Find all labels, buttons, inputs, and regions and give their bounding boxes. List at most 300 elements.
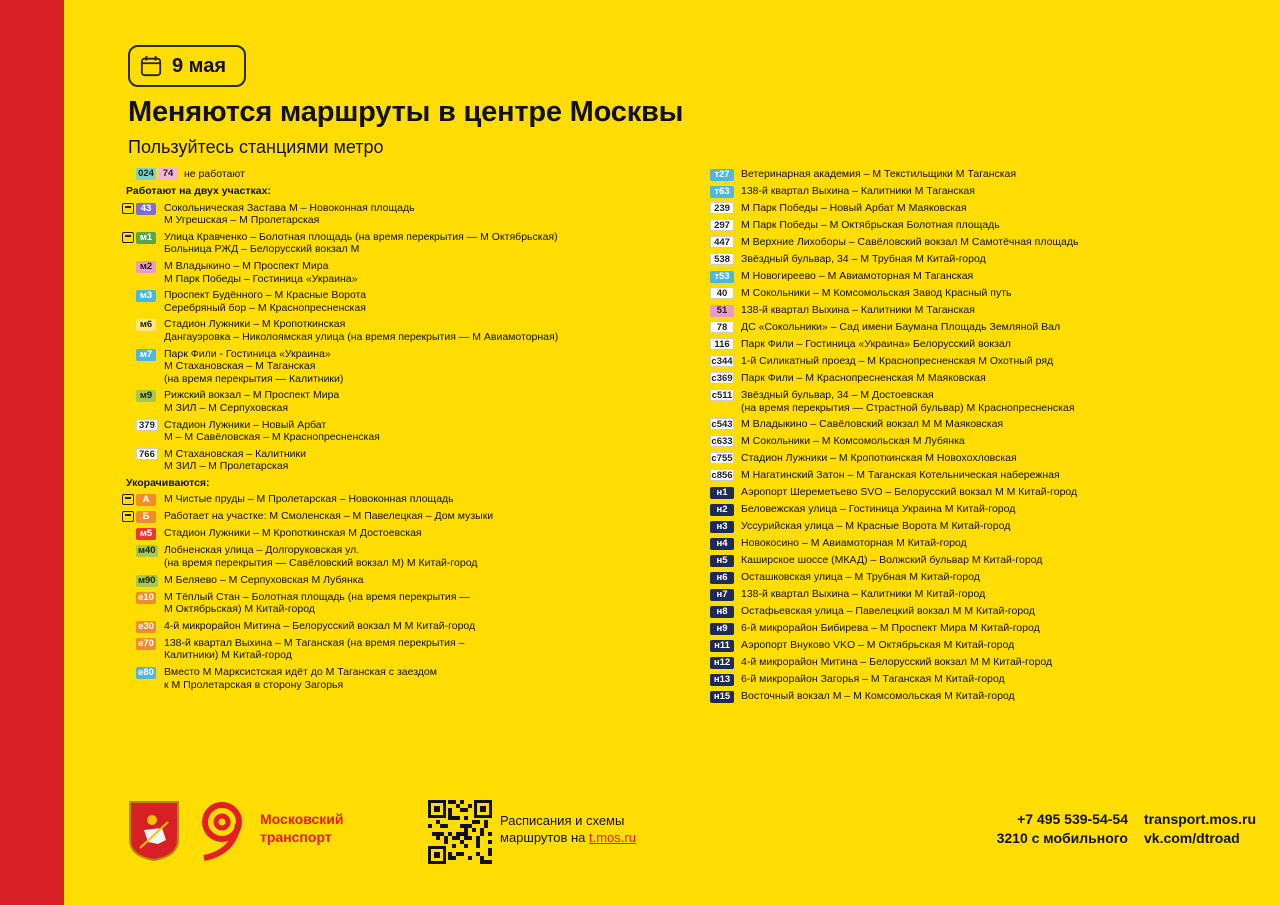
route-badge[interactable]: м5 (136, 528, 156, 540)
route-row[interactable] (709, 304, 1269, 317)
badge-cell (709, 673, 735, 686)
route-row[interactable] (116, 231, 686, 256)
route-badge[interactable]: м40 (138, 545, 156, 557)
route-badge[interactable]: н6 (710, 572, 734, 584)
brand-line-1: Московский (260, 811, 344, 827)
route-row[interactable] (116, 348, 686, 386)
not-working-row (116, 168, 686, 181)
badge-cell (709, 287, 735, 300)
badge-cell (709, 236, 735, 249)
route-row[interactable] (116, 289, 686, 314)
row-text (735, 622, 1269, 635)
route-row[interactable] (709, 202, 1269, 215)
route-badge[interactable]: 297 (710, 219, 734, 231)
route-badge[interactable]: н2 (710, 504, 734, 516)
route-row[interactable] (116, 493, 686, 506)
left-column (116, 168, 686, 695)
row-text (735, 202, 1269, 215)
row-line: Каширское шоссе (МКАД) – Волжский бульвар М Китай-город (741, 554, 1043, 567)
schedule-link[interactable]: t.mos.ru (589, 830, 636, 845)
route-badge[interactable]: 74 (158, 168, 178, 180)
route-badge[interactable]: 379 (136, 419, 158, 431)
route-badge[interactable]: с856 (711, 470, 733, 482)
row-text (158, 419, 686, 444)
row-icons (116, 231, 136, 243)
badge-cell (709, 469, 735, 482)
badge-cell (709, 537, 735, 550)
row-line: 6-й микрорайон Бибирева – М Проспект Мира М Китай-город (741, 622, 1040, 635)
row-line: Аэропорт Шереметьево SVO – Белорусский вокзал М М Китай-город (741, 486, 1078, 499)
row-line: Аэропорт Внуково VKO – М Октябрьская М Китай-город (741, 639, 1015, 652)
row-line: Стадион Лужники – М Кропоткинская М Новохохловская (741, 452, 1017, 465)
row-line: Восточный вокзал М – М Комсомольская М Китай-город (741, 690, 1015, 703)
row-text (158, 574, 686, 587)
row-line: Стадион Лужники – М Кропоткинская М Достоевская (164, 527, 422, 540)
row-icons (116, 202, 136, 214)
vk-link[interactable]: vk.com/dtroad (1144, 830, 1240, 846)
badge-cell (709, 270, 735, 283)
row-line: М Парк Победы – Гостиница «Украина» (164, 272, 358, 285)
route-row[interactable] (116, 666, 686, 691)
badge-cell (709, 185, 735, 198)
row-text (735, 304, 1269, 317)
badge-cell (136, 231, 158, 244)
route-row[interactable] (709, 452, 1269, 465)
mobile-number: 3210 с мобильного (996, 830, 1128, 846)
route-badge[interactable]: 40 (710, 287, 734, 299)
row-text (158, 348, 686, 386)
row-line: 138-й квартал Выхина – Калитники М Таганская (741, 185, 975, 197)
badge-cell (709, 418, 735, 431)
phone-info (958, 810, 1128, 848)
row-text (735, 338, 1269, 351)
route-badge[interactable]: м1 (136, 232, 156, 244)
row-line: Осташковская улица – М Трубная М Китай-город (741, 571, 980, 584)
row-text (158, 231, 686, 256)
page (64, 0, 1280, 905)
route-row[interactable] (709, 469, 1269, 482)
route-row[interactable] (116, 620, 686, 633)
route-badge[interactable]: Б (136, 511, 156, 523)
row-text (735, 673, 1269, 686)
calendar-icon (140, 55, 162, 77)
badge-cell (136, 289, 158, 302)
row-line: М ЗИЛ – М Пролетарская (164, 460, 289, 473)
badge-cell (709, 304, 735, 317)
row-line: Стадион Лужники – М Кропоткинская (164, 318, 346, 331)
route-row[interactable] (709, 168, 1269, 181)
row-text (158, 493, 686, 506)
route-badge[interactable]: м9 (136, 390, 156, 402)
route-row[interactable] (116, 591, 686, 616)
brand-line-2: транспорт (260, 829, 332, 845)
route-badge[interactable]: 024 (136, 168, 156, 180)
route-row[interactable] (709, 690, 1269, 703)
schedule-text: маршрутов на (500, 830, 589, 845)
route-badge[interactable]: с755 (711, 453, 733, 465)
route-row[interactable] (709, 355, 1269, 368)
row-line: М Октябрьская) М Китай-город (164, 603, 315, 616)
row-line: (на время перекрытия — Страстной бульвар) М Краснопресненская (741, 401, 1075, 414)
row-text (735, 435, 1269, 448)
route-badge[interactable]: н5 (710, 555, 734, 567)
route-row[interactable] (709, 389, 1269, 414)
badge-cell (709, 520, 735, 533)
row-text (735, 503, 1269, 516)
route-badge[interactable]: т27 (710, 169, 734, 181)
route-row[interactable] (709, 219, 1269, 232)
row-line: М Беляево – М Серпуховская М Лубянка (164, 573, 364, 586)
route-badge[interactable]: с543 (711, 419, 733, 431)
route-row[interactable] (116, 448, 686, 473)
row-text (158, 527, 686, 540)
badge-cell (709, 168, 735, 181)
route-row[interactable] (709, 503, 1269, 516)
route-row[interactable] (116, 544, 686, 569)
route-row[interactable] (709, 639, 1269, 652)
badge-cell (709, 355, 735, 368)
row-line: Беловежская улица – Гостиница Украина М Китай-город (741, 503, 1016, 516)
route-row[interactable] (709, 418, 1269, 431)
row-line: Работает на участке: М Смоленская – М Павелецкая – Дом музыки (164, 510, 494, 523)
route-row[interactable] (709, 338, 1269, 351)
row-text (735, 185, 1269, 198)
route-row[interactable] (116, 202, 686, 227)
row-text (735, 389, 1269, 414)
route-badge[interactable]: м7 (136, 349, 156, 361)
row-text (158, 389, 686, 414)
row-text (158, 544, 686, 569)
row-text (158, 591, 686, 616)
tram-icon (122, 203, 134, 214)
row-text (735, 469, 1269, 482)
row-text (735, 219, 1269, 232)
route-row[interactable] (116, 318, 686, 343)
route-badge[interactable]: А (136, 494, 156, 506)
route-row[interactable] (709, 270, 1269, 283)
moscow-coat-of-arms-icon (128, 800, 180, 862)
badge-cell (709, 503, 735, 516)
badge-cell (136, 318, 158, 331)
badge-cell (709, 452, 735, 465)
route-row[interactable] (116, 419, 686, 444)
badge-cell (136, 620, 158, 633)
route-badge[interactable]: н13 (710, 674, 734, 686)
row-text (158, 637, 686, 662)
row-text (735, 321, 1269, 334)
row-line: Остафьевская улица – Павелецкий вокзал М М Китай-город (741, 605, 1035, 618)
badge-cell (709, 202, 735, 215)
right-column (709, 168, 1269, 707)
route-badge[interactable]: м2 (136, 261, 156, 273)
badge-cell (136, 348, 158, 361)
row-text (735, 520, 1269, 533)
row-text (735, 452, 1269, 465)
route-badge[interactable]: т53 (710, 271, 734, 283)
route-badge[interactable]: н7 (710, 589, 734, 601)
route-badge[interactable]: 766 (136, 448, 158, 460)
section-two-parts: Работают на двух участках: (126, 185, 271, 197)
route-row[interactable] (709, 321, 1269, 334)
row-text (735, 418, 1269, 431)
row-text (735, 236, 1269, 249)
row-text (158, 202, 686, 227)
route-row[interactable] (116, 527, 686, 540)
row-line: 1-й Силикатный проезд – М Краснопресненская М Охотный ряд (741, 355, 1054, 367)
route-badge[interactable]: с344 (711, 356, 733, 367)
schedule-line-1: Расписания и схемы (500, 813, 625, 828)
row-line: М Стахановская – М Таганская (164, 360, 316, 373)
route-badge[interactable]: н4 (710, 538, 734, 550)
route-badge[interactable]: т63 (710, 186, 734, 198)
section-shortened: Укорачиваются: (126, 476, 210, 489)
row-line: Вместо М Марксистская идёт до М Таганская с заездом (164, 666, 437, 679)
badge-cell (709, 605, 735, 618)
page-subtitle: Пользуйтесь станциями метро (128, 137, 384, 157)
route-badge[interactable]: н12 (710, 657, 734, 669)
tram-icon (122, 511, 134, 522)
route-row[interactable] (116, 637, 686, 662)
route-badge[interactable]: 447 (710, 236, 734, 248)
route-row[interactable] (709, 236, 1269, 249)
row-line: М Владыкино – М Проспект Мира (164, 259, 329, 272)
row-line: 4-й микрорайон Митина – Белорусский вокзал М М Китай-город (164, 619, 476, 632)
badge-cell (709, 656, 735, 669)
row-line: Больница РЖД – Белорусский вокзал М (164, 243, 360, 256)
date-text: 9 мая (172, 54, 227, 77)
schedule-line-2 (500, 829, 636, 846)
row-line: М Стахановская – Калитники (164, 447, 307, 460)
route-badges (136, 168, 178, 180)
badge-cell (709, 486, 735, 499)
route-badge[interactable]: 78 (710, 321, 734, 333)
row-line: М Тёплый Стан – Болотная площадь (на время перекрытия — (164, 590, 470, 603)
row-text (158, 318, 686, 343)
row-line: Рижский вокзал – М Проспект Мира (164, 389, 340, 402)
route-badge[interactable]: е80 (136, 667, 156, 679)
badge-cell (136, 448, 158, 461)
badge-cell (136, 591, 158, 604)
badge-cell (136, 544, 158, 557)
row-line: Проспект Будённого – М Красные Ворота (164, 289, 367, 302)
row-icons (116, 493, 136, 505)
row-text (735, 554, 1269, 567)
badge-cell (136, 666, 158, 679)
route-row[interactable] (709, 185, 1269, 198)
row-text (735, 639, 1269, 652)
route-badge[interactable]: с369 (711, 373, 733, 384)
route-badge[interactable]: н11 (710, 640, 734, 652)
row-line: Лобненская улица – Долгоруковская ул. (164, 544, 360, 557)
route-row[interactable] (116, 510, 686, 523)
badge-cell (136, 637, 158, 650)
row-line: Сокольническая Застава М – Новоконная площадь (164, 201, 415, 214)
row-text: не работают (184, 168, 245, 180)
route-row[interactable] (116, 389, 686, 414)
row-text (158, 620, 686, 633)
site-link[interactable]: transport.mos.ru (1144, 811, 1257, 827)
footer (128, 800, 1278, 870)
route-row[interactable] (709, 656, 1269, 669)
route-row[interactable] (709, 588, 1269, 601)
route-row[interactable] (709, 520, 1269, 533)
row-line: 6-й микрорайон Загорья – М Таганская М Китай-город (741, 673, 1005, 686)
row-line: М Нагатинский Затон – М Таганская Котельническая набережная (741, 469, 1060, 482)
row-line: Парк Фили - Гостиница «Украина» (164, 347, 331, 360)
route-badge[interactable]: 51 (710, 305, 734, 317)
row-text (735, 537, 1269, 550)
route-badge[interactable]: н3 (710, 521, 734, 533)
route-badge[interactable]: е30 (136, 621, 156, 633)
row-text (158, 289, 686, 314)
row-text (735, 355, 1269, 368)
route-badge[interactable]: 239 (710, 202, 734, 214)
route-badge[interactable]: 43 (136, 203, 156, 215)
row-line: Звёздный бульвар, 34 – М Трубная М Китай-город (741, 253, 986, 265)
row-line: 138-й квартал Выхина – Калитники М Таганская (741, 304, 975, 316)
route-row[interactable] (709, 554, 1269, 567)
badge-cell (709, 253, 735, 266)
row-line: 138-й квартал Выхина – М Таганская (на время перекрытия – (164, 636, 465, 649)
row-line: М Угрешская – М Пролетарская (164, 214, 320, 227)
route-row[interactable] (709, 372, 1269, 385)
transport-logo-icon (192, 800, 248, 862)
row-text (158, 666, 686, 691)
row-line: М Парк Победы – Новый Арбат М Маяковская (741, 202, 967, 214)
row-text (735, 690, 1269, 703)
route-row[interactable] (116, 260, 686, 285)
row-line: Новокосино – М Авиамоторная М Китай-город (741, 537, 967, 550)
route-row[interactable] (709, 622, 1269, 635)
badge-cell (709, 219, 735, 232)
row-line: 138-й квартал Выхина – Калитники М Китай-город (741, 588, 986, 601)
row-line: 4-й микрорайон Митина – Белорусский вокзал М М Китай-город (741, 656, 1053, 669)
route-badge[interactable]: н1 (710, 487, 734, 499)
badge-cell (136, 389, 158, 402)
row-line: (на время перекрытия — Савёловский вокзал М) М Китай-город (164, 557, 478, 570)
badge-cell (709, 554, 735, 567)
row-line: Серебряный бор – М Краснопресненская (164, 301, 366, 314)
row-line: М Парк Победы – М Октябрьская Болотная площадь (741, 219, 1000, 231)
route-row[interactable] (709, 435, 1269, 448)
route-badge[interactable]: м90 (138, 574, 156, 586)
route-badge[interactable]: е70 (136, 638, 156, 650)
badge-cell (709, 588, 735, 601)
schedule-info (500, 812, 636, 846)
badge-cell (709, 639, 735, 652)
row-text (735, 287, 1269, 300)
route-row[interactable] (709, 605, 1269, 618)
route-badge[interactable]: с633 (711, 436, 733, 448)
route-badge[interactable]: м3 (136, 290, 156, 302)
row-line: Дангауэровка – Николоямская улица (на время перекрытия — М Авиамоторная) (164, 330, 559, 343)
row-line: М Сокольники – М Комсомольская Завод Красный путь (741, 287, 1012, 299)
route-row[interactable] (709, 571, 1269, 584)
row-text (735, 270, 1269, 283)
row-text (735, 588, 1269, 601)
row-icons (116, 510, 136, 522)
row-text (735, 571, 1269, 584)
row-line: М Новогиреево – М Авиамоторная М Таганская (741, 270, 974, 282)
row-line: Стадион Лужники – Новый Арбат (164, 418, 327, 431)
badge-cell (709, 372, 735, 385)
row-line: М Владыкино – Савёловский вокзал М М Маяковская (741, 418, 1004, 431)
site-info (1144, 810, 1256, 848)
badge-cell (136, 202, 158, 215)
route-row[interactable] (116, 574, 686, 587)
page-title: Меняются маршруты в центре Москвы (128, 96, 684, 128)
badge-cell (136, 527, 158, 540)
brand-name (260, 810, 343, 846)
row-line: М – М Савёловская – М Краснопресненская (164, 431, 380, 444)
badge-cell (709, 389, 735, 402)
row-line: (на время перекрытия — Калитники) (164, 372, 344, 385)
route-badge[interactable]: 538 (710, 253, 734, 265)
route-badge[interactable]: с511 (711, 390, 733, 401)
badge-cell (136, 510, 158, 523)
row-text (158, 260, 686, 285)
row-text (735, 656, 1269, 669)
route-row[interactable] (709, 486, 1269, 499)
left-red-stripe (0, 0, 64, 905)
row-line: Улица Кравченко – Болотная площадь (на время перекрытия — М Октябрьская) (164, 230, 558, 243)
badge-cell (136, 574, 158, 587)
row-line: Ветеринарная академия – М Текстильщики М Таганская (741, 168, 1017, 180)
route-row[interactable] (709, 673, 1269, 686)
route-badge[interactable]: 116 (710, 338, 734, 350)
row-line: М Верхние Лихоборы – Савёловский вокзал М Самотёчная площадь (741, 236, 1079, 248)
route-badge[interactable]: е10 (136, 592, 156, 604)
tram-icon (122, 494, 134, 505)
row-text (735, 372, 1269, 385)
row-text (735, 605, 1269, 618)
row-line: Парк Фили – Гостиница «Украина» Белорусский вокзал (741, 338, 1011, 350)
row-line: Уссурийская улица – М Красные Ворота М Китай-город (741, 520, 1011, 533)
route-row[interactable] (709, 253, 1269, 266)
route-row[interactable] (709, 287, 1269, 300)
row-text (735, 168, 1269, 181)
badge-cell (136, 493, 158, 506)
qr-code-icon[interactable] (428, 800, 492, 864)
badge-cell (136, 419, 158, 432)
route-badge[interactable]: н8 (710, 606, 734, 618)
badge-cell (709, 321, 735, 334)
row-line: Калитники) М Китай-город (164, 649, 292, 662)
phone-number[interactable]: +7 495 539-54-54 (1017, 811, 1128, 827)
badge-cell (709, 338, 735, 351)
badge-cell (709, 435, 735, 448)
row-line: М Сокольники – М Комсомольская М Лубянка (741, 435, 965, 448)
row-line: ДС «Сокольники» – Сад имени Баумана Площадь Земляной Вал (741, 321, 1061, 333)
row-line: Звёздный бульвар, 34 – М Достоевская (741, 389, 934, 401)
badge-cell (136, 260, 158, 273)
row-text (735, 486, 1269, 499)
row-line: Парк Фили – М Краснопресненская М Маяковская (741, 372, 986, 384)
tram-icon (122, 232, 134, 243)
badge-cell (709, 571, 735, 584)
row-line: М Чистые пруды – М Пролетарская – Новоконная площадь (164, 493, 454, 506)
badge-cell (709, 690, 735, 703)
date-badge (128, 45, 246, 87)
row-line: к М Пролетарская в сторону Загорья (164, 678, 344, 691)
route-badge[interactable]: м6 (136, 319, 156, 331)
route-badge[interactable]: н9 (710, 623, 734, 635)
route-row[interactable] (709, 537, 1269, 550)
row-text (735, 253, 1269, 266)
row-line: М ЗИЛ – М Серпуховская (164, 401, 289, 414)
route-badge[interactable]: н15 (710, 691, 734, 703)
badge-cell (709, 622, 735, 635)
